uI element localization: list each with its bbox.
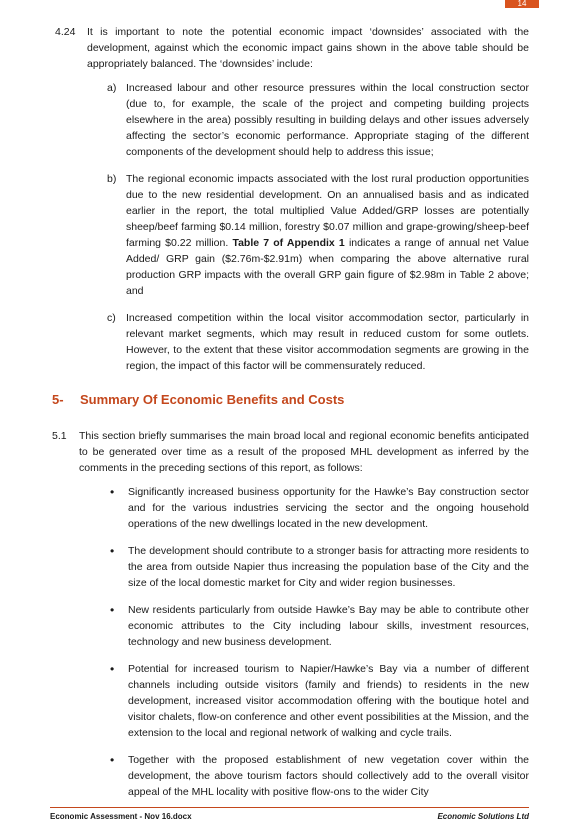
bullet-text: Significantly increased business opportunity for the Hawke’s Bay construction sector and for the various industries servicing the sector and the ongoing household operations of the new dwellings located in the new development.: [128, 486, 529, 530]
text-before: The regional economic impacts associated with the lost rural production opportunities due to the new residential development. On an annualised basis and as indicated earlier in the report, the total multiplied Value Added/GRP losses are potentially sheep/beef farming $0.14 million, forestry $0.07 million and grape-growing/sheep-beef farming $0.22 million.: [126, 173, 529, 249]
bullet-text: Potential for increased tourism to Napier/Hawke’s Bay via a number of different channels including outside visitors (family and friends) to residents in the new development, increased visitor accommodation offering with the boutique hotel and visitor chalets, flow-on conference and other event possibilities at the Mission, and the extension to the local and regional network of walking and cycle trails.: [128, 663, 529, 739]
list-marker: a): [107, 82, 117, 94]
bullet-item: [110, 484, 529, 532]
list-item: [108, 80, 529, 160]
page-number-tab: 14: [505, 0, 539, 8]
downsides-list: [108, 80, 529, 385]
list-marker: b): [107, 173, 117, 185]
list-marker: c): [107, 312, 116, 324]
footer-filename: Economic Assessment - Nov 16.docx: [50, 812, 192, 821]
bullet-icon: •: [110, 753, 115, 767]
section-number: 5-: [52, 392, 64, 407]
benefits-list: [110, 484, 529, 811]
bullet-item: [110, 543, 529, 591]
footer-divider: [50, 807, 529, 808]
list-item-text: [126, 171, 529, 299]
list-item: [108, 310, 529, 374]
paragraph-text: This section briefly summarises the main broad local and regional economic benefits anticipated to be generated over time as a result of the proposed MHL development as inferred by the comments in the preceding sections of this report, as follows:: [79, 430, 529, 474]
bullet-text: The development should contribute to a stronger basis for attracting more residents to the area from outside Napier thus increasing the population base of the City and the size of the local domestic market for City and wider region businesses.: [128, 545, 529, 589]
list-item-text: Increased labour and other resource pressures within the local construction sector (due to, for example, the scale of the project and competing building projects elsewhere in the area) possibly resulting in building delays and other issues adversely affecting the sector’s economic performance. Appropriate staging of the different components of the development should help to address this issue;: [126, 82, 529, 158]
bullet-icon: •: [110, 603, 115, 617]
list-item: [108, 171, 529, 299]
bullet-item: [110, 661, 529, 741]
section-title: Summary Of Economic Benefits and Costs: [80, 392, 345, 407]
paragraph-5-1: [52, 428, 529, 476]
section-heading: [52, 392, 344, 407]
bullet-icon: •: [110, 485, 115, 499]
footer-company: Economic Solutions Ltd: [437, 812, 529, 821]
paragraph-4-24: [55, 24, 529, 72]
list-item-text: Increased competition within the local visitor accommodation sector, particularly in relevant market segments, which may result in reduced custom for some outlets. However, to the extent that these visitor accommodation segments are growing in the region, the impact of this factor will be commensurately reduced.: [126, 312, 529, 372]
bullet-item: [110, 752, 529, 800]
paragraph-text: It is important to note the potential economic impact ‘downsides’ associated with the development, against which the economic impact gains shown in the above table should be appropriately balanced. The ‘downsides’ include:: [87, 26, 529, 70]
paragraph-number: 4.24: [55, 26, 76, 38]
paragraph-number: 5.1: [52, 430, 67, 442]
bullet-icon: •: [110, 662, 115, 676]
bullet-item: [110, 602, 529, 650]
text-after: indicates a range of annual net Value Added/ GRP gain ($2.76m-$2.91m) when comparing the above alternative rural production GRP impacts with the overall GRP gain figure of $2.98m in Table 2 above; and: [126, 237, 530, 297]
bullet-icon: •: [110, 544, 115, 558]
table-reference: Table 7 of Appendix 1: [232, 237, 345, 249]
bullet-text: Together with the proposed establishment of new vegetation cover within the development, the above tourism factors should collectively add to the overall visitor appeal of the MHL locality with positive flow-ons to the wider City: [128, 754, 529, 798]
bullet-text: New residents particularly from outside Hawke’s Bay may be able to contribute other economic attributes to the City including labour skills, investment resources, technology and new business development.: [128, 604, 529, 648]
